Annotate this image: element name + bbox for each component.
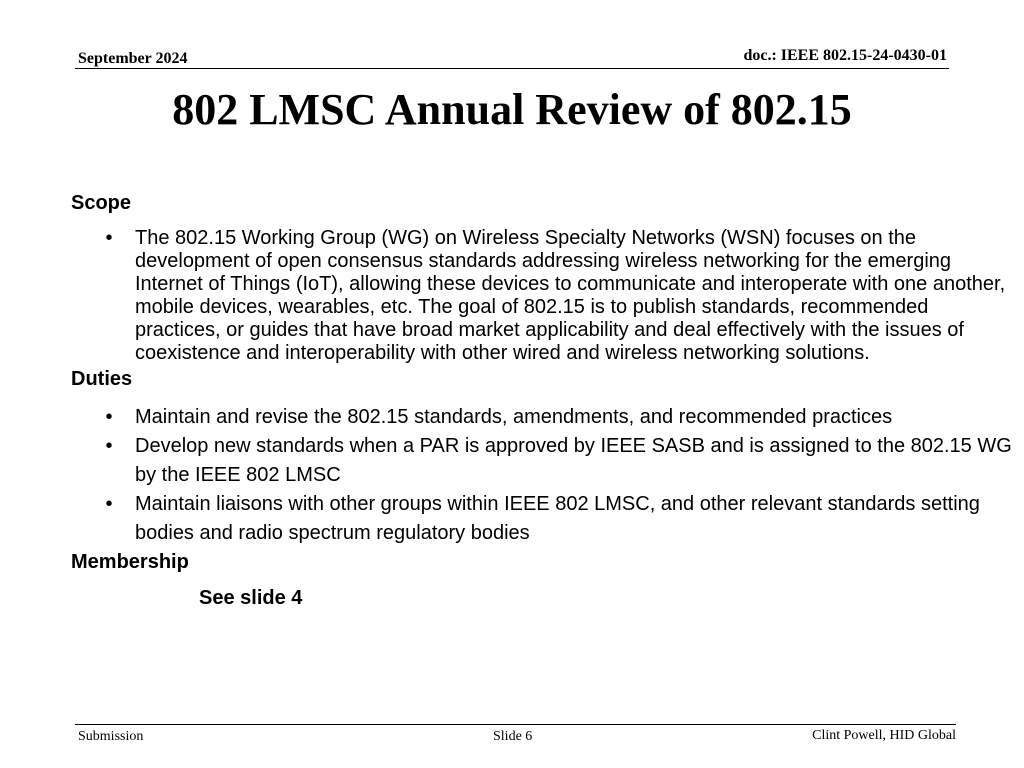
bullet-dot: • <box>105 227 113 249</box>
duties-bullet-text: Maintain liaisons with other groups within IEEE 802 LMSC, and other relevant standards setting bodies and radio spectrum regulatory bodies <box>135 493 980 544</box>
duties-bullet <box>71 490 1016 548</box>
footer-submission: Submission <box>78 729 144 744</box>
footer-slide-number: Slide 6 <box>493 729 533 744</box>
bullet-dot: • <box>105 493 113 515</box>
scope-bullet-list <box>71 227 1016 365</box>
duties-bullet <box>71 432 1016 490</box>
header-date: September 2024 <box>78 50 188 67</box>
slide-title: 802 LMSC Annual Review of 802.15 <box>172 85 852 134</box>
header-divider <box>75 68 949 69</box>
duties-bullet-text: Develop new standards when a PAR is approved by IEEE SASB and is assigned to the 802.15 WG by the IEEE 802 LMSC <box>135 435 1012 486</box>
duties-heading: Duties <box>71 368 133 390</box>
scope-bullet <box>71 227 1016 365</box>
scope-heading: Scope <box>71 192 132 214</box>
duties-bullet <box>71 403 1016 432</box>
scope-bullet-text: The 802.15 Working Group (WG) on Wireless Specialty Networks (WSN) focuses on the development of open consensus standards addressing wireless networking for the emerging Internet of Things (IoT), allowing these devices to communicate and interoperate with one another, mobile devices, wearables, etc. The goal of 802.15 is to publish standards, recommended practices, or guides that have broad market applicability and deal effectively with the issues of coexistence and interoperability with other wired and wireless networking solutions. <box>135 227 1006 364</box>
footer-divider <box>75 724 956 725</box>
duties-bullet-list <box>71 403 1016 548</box>
footer-author: Clint Powell, HID Global <box>812 728 956 743</box>
bullet-dot: • <box>105 406 113 428</box>
slide-body <box>71 189 1016 612</box>
duties-bullet-text: Maintain and revise the 802.15 standards, amendments, and recommended practices <box>135 406 893 428</box>
bullet-dot: • <box>105 435 113 457</box>
membership-text: See slide 4 <box>199 587 303 609</box>
header-document-id: doc.: IEEE 802.15-24-0430-01 <box>743 47 947 64</box>
membership-heading: Membership <box>71 551 189 573</box>
